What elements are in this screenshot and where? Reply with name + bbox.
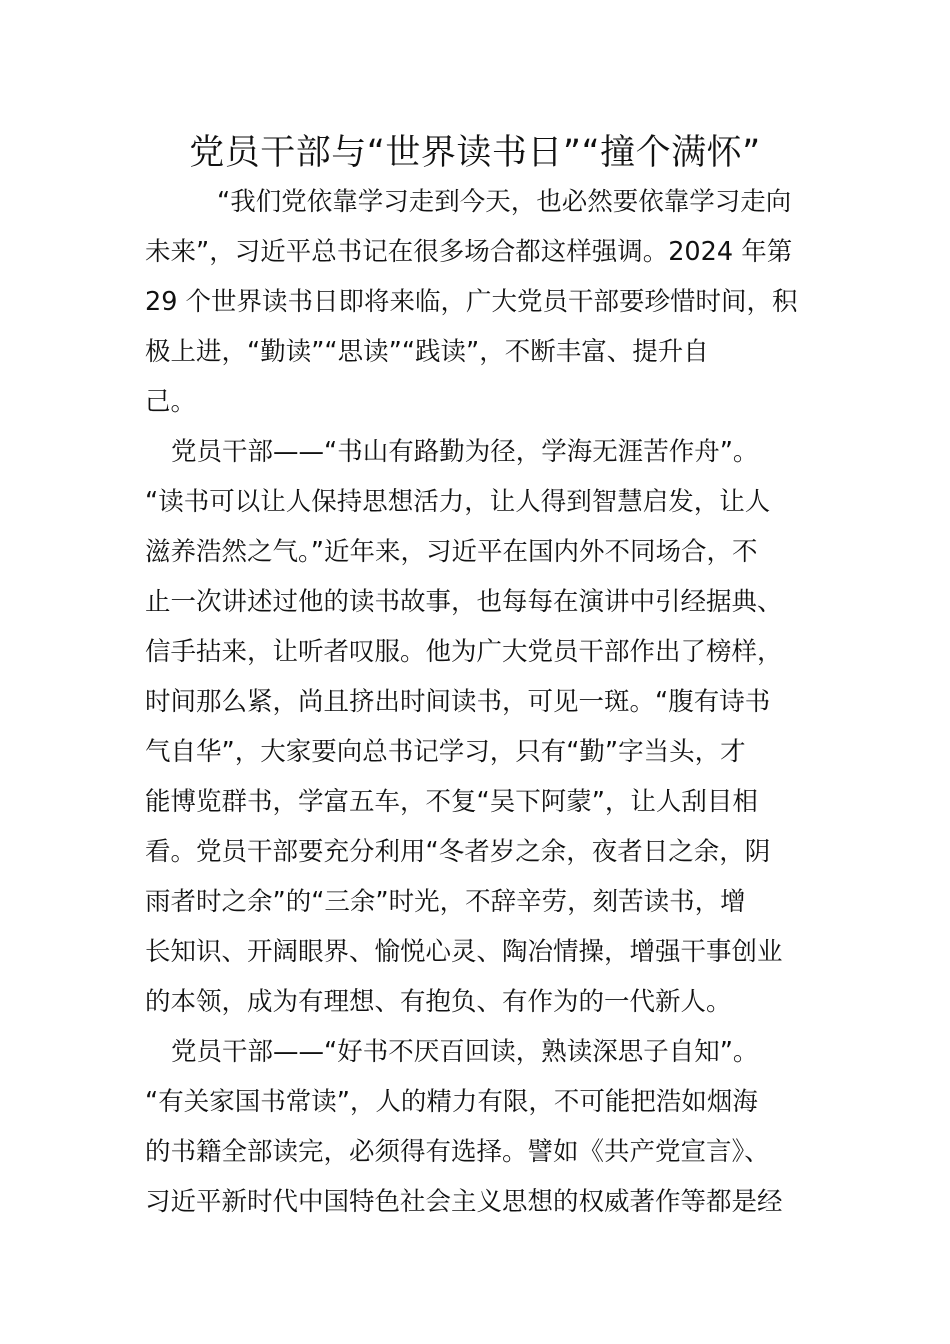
- text-line: 能博览群书，学富五车，不复“吴下阿蒙”，让人刮目相: [145, 787, 758, 817]
- text-line: “读书可以让人保持思想活力，让人得到智慧启发，让人: [145, 487, 771, 517]
- text-line: 滋养浩然之气。”近年来，习近平在国内外不同场合，不: [145, 537, 758, 567]
- text-line: 极上进，“勤读”“思读”“践读”，不断丰富、提升自: [145, 337, 709, 367]
- text-line: “有关家国书常读”，人的精力有限，不可能把浩如烟海: [145, 1087, 758, 1117]
- text-line: 时间那么紧，尚且挤出时间读书，可见一斑。“腹有诗书: [145, 687, 771, 717]
- text-line: 党员干部——“好书不厌百回读，熟读深思子自知”。: [171, 1037, 759, 1067]
- text-line: “我们党依靠学习走到今天，也必然要依靠学习走向: [217, 187, 792, 217]
- text-line: 党员干部——“书山有路勤为径，学海无涯苦作舟”。: [171, 437, 759, 467]
- text-line: 29 个世界读书日即将来临，广大党员干部要珍惜时间，积: [145, 287, 798, 317]
- text-line: 未来”，习近平总书记在很多场合都这样强调。2024 年第: [145, 237, 793, 267]
- text-line: 己。: [145, 387, 197, 417]
- document-title: 党员干部与“世界读书日”“撞个满怀”: [189, 133, 761, 173]
- text-line: 长知识、开阔眼界、愉悦心灵、陶冶情操，增强干事创业: [145, 937, 783, 967]
- text-line: 气自华”，大家要向总书记学习，只有“勤”字当头，才: [145, 737, 746, 767]
- text-line: 的书籍全部读完，必须得有选择。譬如《共产党宣言》、: [145, 1137, 770, 1167]
- text-line: 雨者时之余”的“三余”时光，不辞辛劳，刻苦读书，增: [145, 887, 746, 917]
- text-line: 止一次讲述过他的读书故事，也每每在演讲中引经据典、: [145, 587, 783, 617]
- text-line: 信手拈来，让听者叹服。他为广大党员干部作出了榜样，: [145, 637, 783, 667]
- text-line: 习近平新时代中国特色社会主义思想的权威著作等都是经: [145, 1187, 783, 1217]
- text-line: 看。党员干部要充分利用“冬者岁之余，夜者日之余，阴: [145, 837, 771, 867]
- text-line: 的本领，成为有理想、有抱负、有作为的一代新人。: [145, 987, 732, 1017]
- document-body: [145, 177, 807, 1227]
